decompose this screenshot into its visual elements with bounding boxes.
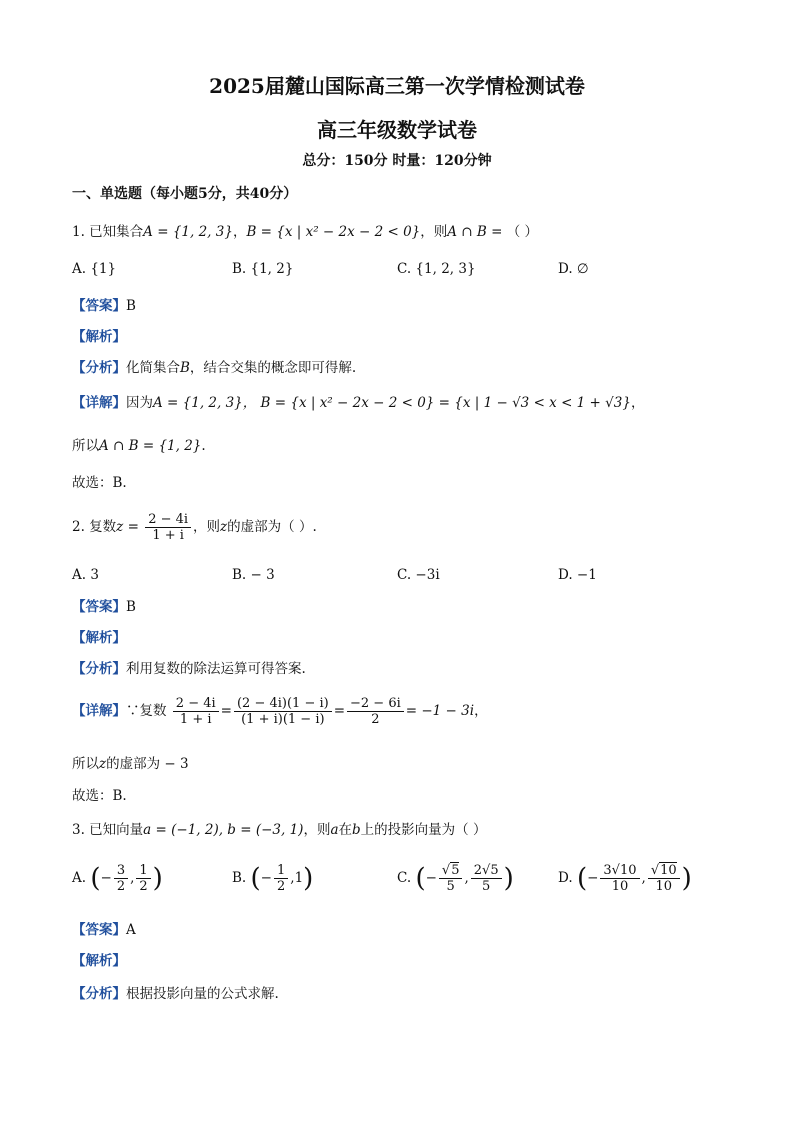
q2-fraction: $\frac{2 - 4i}{1 + i}$ [145, 512, 191, 543]
paper-title: 2025届麓山国际高三第一次学情检测试卷 [209, 74, 585, 98]
q3-answer: 【答案】A [72, 922, 136, 938]
q3-fenxi: 【分析】根据投影向量的公式求解. [72, 986, 279, 1002]
q2-option-d: D. −1 [558, 567, 597, 583]
q1-option-d: D. ∅ [558, 261, 589, 277]
q2-option-c: C. −3i [397, 567, 440, 583]
q3-option-b: B. (− $\frac{1}{2}$ ,1) [232, 863, 314, 894]
q1-option-a: A. {1} [72, 261, 117, 277]
q2-detail: 【详解】∵复数 $\frac{2 - 4i}{1 + i}$ = $\frac{(2 - 4i)(1 - i)}{(1 + i)(1 - i)}$ = $\frac{-2 - 6i}{2}$ = −1 − 3i， [72, 696, 488, 727]
q2-analysis-label: 【解析】 [72, 630, 126, 646]
q2-option-b: B. − 3 [232, 567, 275, 583]
score-time-line: 总分：150分 时量：120分钟 [302, 153, 492, 169]
q1-fenxi: 【分析】化简集合B，结合交集的概念即可得解. [72, 360, 357, 376]
q2-answer: 【答案】B [72, 599, 136, 615]
q3-option-c: C. (− $\frac{√5}{5}$ , $\frac{2√5}{5}$ ) [397, 863, 514, 894]
q1-option-b: B. {1, 2} [232, 261, 294, 277]
q3-option-d: D. (− $\frac{3√10}{10}$ , $\frac{√10}{10}$ ) [558, 863, 692, 894]
q3-option-a: A. (− $\frac{3}{2}$ , $\frac{1}{2}$ ) [72, 863, 163, 894]
q2-stem: 2. 复数z = $\frac{2 - 4i}{1 + i}$ ，则z的虚部为（ ）. [72, 512, 317, 543]
q2-fenxi: 【分析】利用复数的除法运算可得答案. [72, 661, 306, 677]
q3-analysis-label: 【解析】 [72, 953, 126, 969]
q1-conclusion: 所以A ∩ B = {1, 2}. [72, 438, 206, 454]
q1-answer: 【答案】B [72, 298, 136, 314]
q1-stem: 1. 已知集合A = {1, 2, 3}，B = {x | x² − 2x − 2 < 0}，则A ∩ B = （ ） [72, 224, 539, 240]
q2-detail-fraction-3: $\frac{-2 - 6i}{2}$ [347, 696, 404, 727]
q2-detail-fraction-2: $\frac{(2 - 4i)(1 - i)}{(1 + i)(1 - i)}$ [234, 696, 332, 727]
q1-analysis-label: 【解析】 [72, 329, 126, 345]
q3-stem: 3. 已知向量a = (−1, 2), b = (−3, 1)，则a在b上的投影向量为（ ） [72, 822, 487, 838]
section-heading: 一、单选题（每小题5分，共40分） [72, 186, 298, 202]
q2-option-a: A. 3 [72, 567, 99, 583]
q1-choice: 故选：B. [72, 475, 127, 491]
q2-detail-fraction-1: $\frac{2 - 4i}{1 + i}$ [173, 696, 219, 727]
q1-option-c: C. {1, 2, 3} [397, 261, 476, 277]
q2-choice: 故选：B. [72, 788, 127, 804]
q2-conclusion: 所以z的虚部为 − 3 [72, 756, 189, 772]
q1-detail: 【详解】因为A = {1, 2, 3}， B = {x | x² − 2x − 2 < 0} = {x | 1 − √3 < x < 1 + √3}， [72, 395, 645, 411]
paper-subtitle: 高三年级数学试卷 [317, 118, 477, 142]
